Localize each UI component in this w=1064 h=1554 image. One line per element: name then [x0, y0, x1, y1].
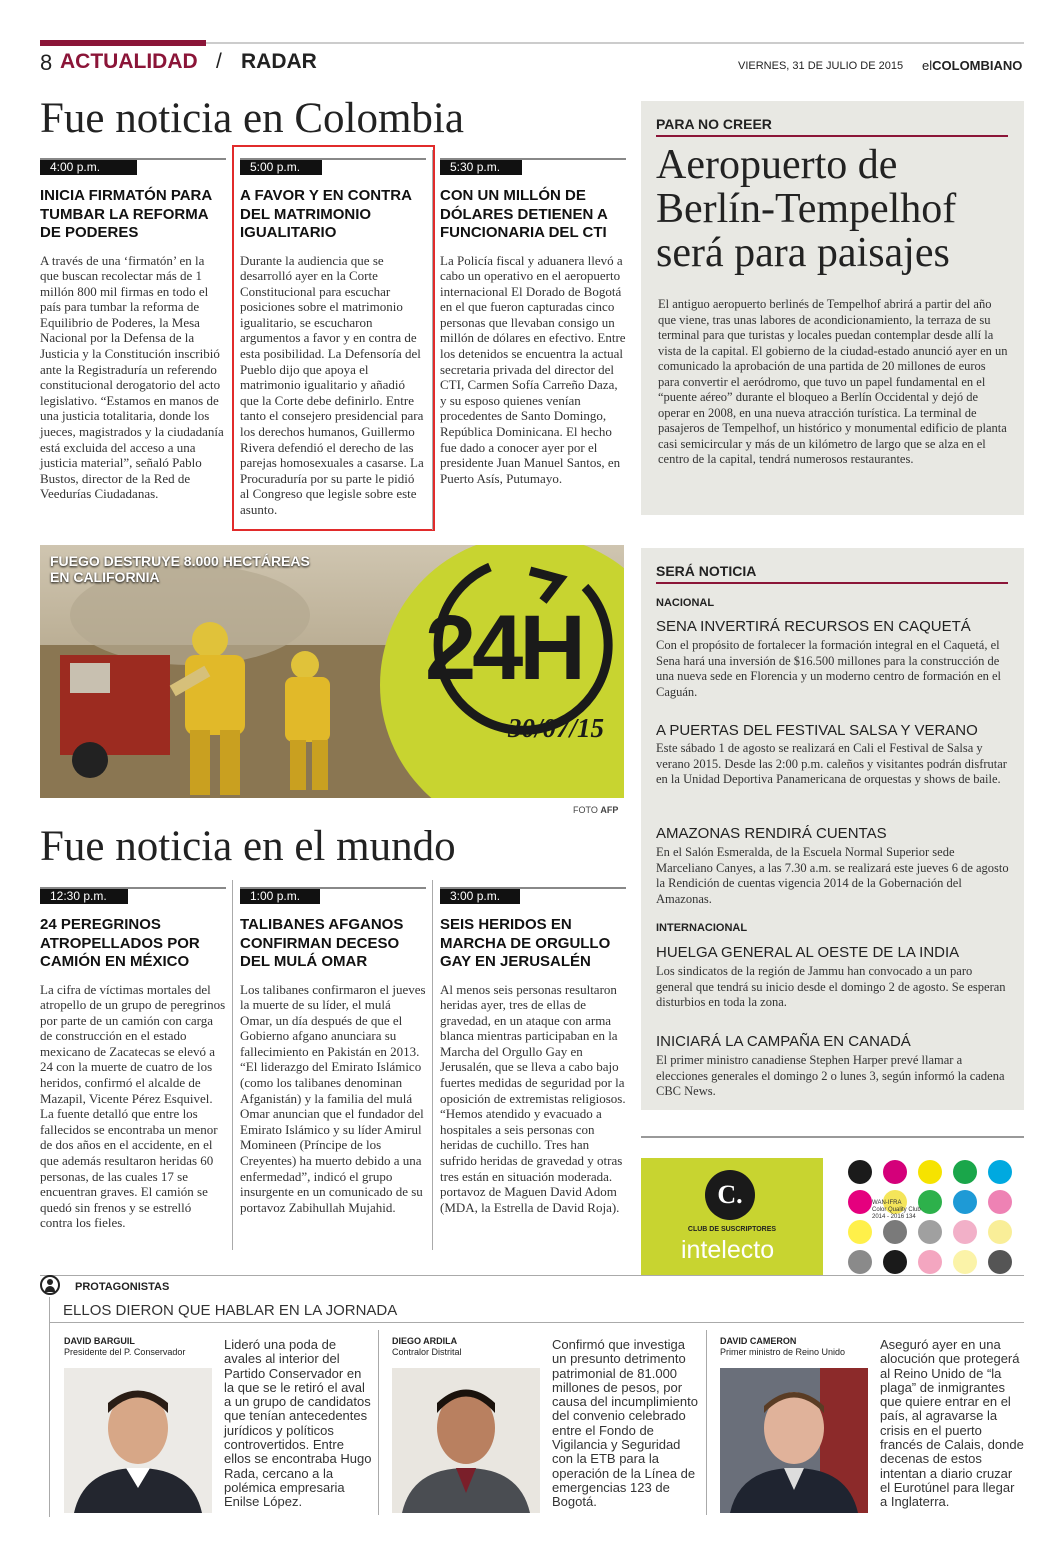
color-swatch: [848, 1160, 872, 1184]
color-swatch: [918, 1250, 942, 1274]
color-swatch: [988, 1160, 1012, 1184]
protagonist-1: [64, 1336, 214, 1358]
protagonist-3: [720, 1336, 875, 1358]
badge-24h-text: 24H: [425, 597, 582, 699]
colombia-article-3: [440, 158, 626, 486]
time-label: 5:00 p.m.: [240, 160, 322, 175]
person-role: Contralor Distrital: [392, 1347, 462, 1357]
article-headline: SEIS HERIDOS EN MARCHA DE ORGULLO GAY EN JERUSALÉN: [440, 916, 611, 970]
news-item-body: Los sindicatos de la región de Jammu han convocado a un paro general que tendrá su inicio desde el domingo 2 de agosto. Se esperan disturbios en toda la zona.: [656, 964, 1006, 1009]
sera-noticia-box: [641, 548, 1024, 1110]
color-swatches: [836, 1152, 1024, 1282]
color-swatch: [848, 1250, 872, 1274]
intelecto-ad[interactable]: [641, 1158, 823, 1276]
column-divider: [432, 150, 433, 530]
badge-date: 30/07/15: [508, 713, 605, 743]
news-item-title: HUELGA GENERAL AL OESTE DE LA INDIA: [656, 944, 960, 961]
time-label: 5:30 p.m.: [440, 160, 522, 175]
color-swatch: [953, 1250, 977, 1274]
article-headline: A FAVOR Y EN CONTRA DEL MATRIMONIO IGUALITARIO: [240, 187, 412, 241]
column-divider: [432, 880, 433, 1250]
person-name: DAVID CAMERON: [720, 1336, 797, 1346]
newspaper-brand: elCOLOMBIANO: [922, 58, 1023, 73]
portrait-cameron: [720, 1368, 868, 1513]
person-portrait-image: [392, 1368, 540, 1513]
subsection-name: RADAR: [241, 50, 317, 73]
news-item-title: SENA INVERTIRÁ RECURSOS EN CAQUETÁ: [656, 618, 971, 635]
para-no-creer-box: [641, 101, 1024, 515]
color-swatch: [848, 1220, 872, 1244]
article-body: La cifra de víctimas mortales del atropello de un grupo de peregrinos por parte de un camión con carga de construcción en el estado mexicano de Zacatecas se elevó a 24 con la muerte de cuatro de los heridos, confirmó el alcalde de Mazapil, Vicente Pérez Esquivel. La fuente detalló que entre los fallecidos se encontraba un menor de dos años en el accidente, en el que además resultaron heridas 60 personas, de las cuales 17 se encuentran graves. El camión se quedó sin frenos y se estrelló contra los fieles.: [40, 981, 226, 1231]
ad-rule: [641, 1136, 1024, 1138]
article-body: La Policía fiscal y aduanera llevó a cabo un operativo en el aeropuerto internacional El Dorado de Bogotá en el que fueron capturadas cinco personas que llevaban consigo un millón de dólares en efectivo. Entre los detenidos se encuentra la actual secretaria privada del director del CTI, Carmen Sofía Carreño Daza, y su esposo quienes venían procedentes de Santo Domingo, República Dominicana. El hecho fue dado a conocer ayer por el presidente Juan Manuel Santos, en Puerto Asís, Putumayo.: [440, 252, 626, 486]
color-swatch: [918, 1190, 942, 1214]
protagonist-2: [392, 1336, 542, 1358]
protagonistas-rule: [40, 1275, 1024, 1276]
portrait-barguil: [64, 1368, 212, 1513]
mundo-article-1: [40, 887, 226, 1231]
news-item-body: El primer ministro canadiense Stephen Harper prevé llamar a elecciones generales el domingo 2 o lunes 3, según informó la cadena CBC News.: [656, 1053, 1005, 1098]
article-headline: TALIBANES AFGANOS CONFIRMAN DECESO DEL MULÁ OMAR: [240, 916, 404, 970]
color-swatch: [953, 1190, 977, 1214]
header-accent: [40, 40, 206, 46]
color-swatch: [883, 1160, 907, 1184]
article-headline: CON UN MILLÓN DE DÓLARES DETIENEN A FUNCIONARIA DEL CTI: [440, 187, 608, 241]
news-item-body: Este sábado 1 de agosto se realizará en Cali el Festival de Salsa y verano 2015. Desde las 2:00 p.m. caleños y visitantes podrán disfrutar en la Unidad Deportiva Panamericana de orquestas y shows de baile.: [656, 741, 1007, 786]
highlight-box: [232, 145, 435, 531]
color-swatch: [953, 1160, 977, 1184]
internacional-label: INTERNACIONAL: [656, 922, 748, 934]
person-text: Lideró una poda de avales al interior del Partido Conservador en la que se le retiró el aval a un grupo de candidatos que tenían antecedentes jurídicos y políticos controvertidos. Entre ellos se encontraba Hugo Rada, cercano a la polémica empresaria Enilse López.: [224, 1337, 372, 1510]
label-rule: [656, 582, 1008, 584]
section-separator: /: [216, 50, 222, 73]
news-item-title: A PUERTAS DEL FESTIVAL SALSA Y VERANO: [656, 722, 978, 739]
color-swatch: [848, 1190, 872, 1214]
time-label: 3:00 p.m.: [440, 889, 520, 904]
color-swatch: [883, 1220, 907, 1244]
person-portrait-image: [720, 1368, 868, 1513]
protagonistas-vertical-rule: [49, 1297, 50, 1517]
page-number: 8: [40, 50, 53, 75]
portrait-ardila: [392, 1368, 540, 1513]
protagonistas-label: PROTAGONISTAS: [75, 1281, 170, 1293]
box-label: PARA NO CREER: [656, 116, 772, 132]
color-swatch: [918, 1220, 942, 1244]
color-swatch: [883, 1250, 907, 1274]
time-label: 1:00 p.m.: [240, 889, 320, 904]
mundo-article-2: [240, 887, 426, 1215]
person-role: Presidente del P. Conservador: [64, 1347, 186, 1357]
article-body: Al menos seis personas resultaron heridas ayer, tres de ellas de gravedad, en un ataque con arma blanca mientras participaban en la Marcha del Orgullo Gay en Jerusalén, que se lleva a cabo bajo fuertes medidas de seguridad por la oposición de extremistas religiosos. “Hemos atendido y evacuado a hospitales a seis personas con heridas de cuchillo. Tres han sufrido heridas de gravedad y otras tres están en situación moderada. portavoz de Maguen David Adom (MDA, la Estrella de David Roja).: [440, 981, 626, 1215]
fire-photo: [40, 545, 624, 798]
article-headline: INICIA FIRMATÓN PARA TUMBAR LA REFORMA DE PODERES: [40, 187, 212, 241]
person-text: Aseguró ayer en una alocución que protegerá al Reino Unido de “la plaga” de inmigrantes que quiere entrar en el país, al agravarse la crisis en el puerto francés de Calais, donde decenas de estos intentan a diario cruzar el Eurotúnel para llegar a Inglaterra.: [880, 1337, 1024, 1510]
colombia-section-title: Fue noticia en Colombia: [40, 95, 464, 142]
color-swatch: [988, 1250, 1012, 1274]
person-role: Primer ministro de Reino Unido: [720, 1347, 846, 1357]
color-swatch: [988, 1190, 1012, 1214]
club-label: CLUB DE SUSCRIPTORES: [687, 1226, 777, 1233]
mundo-article-3: [440, 887, 626, 1215]
news-item-title: AMAZONAS RENDIRÁ CUENTAS: [656, 825, 887, 842]
colombia-article-1: [40, 158, 226, 502]
club-logo: C.: [705, 1170, 755, 1220]
article-headline: 24 PEREGRINOS ATROPELLADOS POR CAMIÓN EN MÉXICO: [40, 916, 200, 970]
section-name: ACTUALIDAD: [60, 50, 198, 73]
color-swatch: [918, 1160, 942, 1184]
photo-caption: FUEGO DESTRUYE 8.000 HECTÁREAS EN CALIFORNIA: [50, 553, 310, 585]
label-rule: [656, 135, 1008, 137]
news-item-body: En el Salón Esmeralda, de la Escuela Normal Superior sede Marceliano Canyes, a las 7.30 a.m. se realizará este jueves 6 de agosto la Rendición de cuentas vigencia 2014 de la Gobernación del Amazonas.: [656, 845, 1009, 906]
person-icon: [40, 1275, 60, 1295]
time-label: 12:30 p.m.: [40, 889, 128, 904]
person-divider: [706, 1330, 707, 1515]
person-name: DIEGO ARDILA: [392, 1336, 458, 1346]
news-item-title: INICIARÁ LA CAMPAÑA EN CANADÁ: [656, 1033, 911, 1050]
person-portrait-image: [64, 1368, 212, 1513]
issue-date: VIERNES, 31 DE JULIO DE 2015: [738, 60, 904, 72]
column-divider: [232, 880, 233, 1250]
protagonistas-subtitle: ELLOS DIERON QUE HABLAR EN LA JORNADA: [63, 1302, 398, 1319]
time-label: 4:00 p.m.: [40, 160, 137, 175]
article-body: Los talibanes confirmaron el jueves la muerte de su líder, el mulá Omar, un día después de que el Gobierno afgano anunciara su fallecimiento en Pakistán en 2013. “El liderazgo del Emirato Islámico (como los talibanes denominan Afganistán) y la familia del mulá Omar anuncian que el fundador del Emirato Islámico y su líder Amirul Momineen (Príncipe de los Creyentes) ha muerto debido a una enfermedad”, indicó el grupo insurgente en un comunicado de su portavoz Zabihullah Mujahid.: [240, 981, 426, 1215]
news-item-body: Con el propósito de fortalecer la formación integral en el Caquetá, el Sena hará una inversión de $16.500 millones para la construcción de una nueva sede en Florencia y un moderno centro de formación en el Caguán.: [656, 638, 1002, 699]
nacional-label: NACIONAL: [656, 597, 715, 609]
subtitle-rule: [49, 1322, 1024, 1323]
color-swatch: [988, 1220, 1012, 1244]
person-text: Confirmó que investiga un presunto detrimento patrimonial de 81.000 millones de pesos, por causa del incumplimiento del convenio celebrado entre el Fondo de Vigilancia y Seguridad con la ETB para la operación de la Línea de emergencias 123 de Bogotá.: [552, 1337, 698, 1510]
person-divider: [378, 1330, 379, 1515]
box-headline: Aeropuerto de Berlín-Tempelhof será para paisajes: [656, 142, 957, 276]
mundo-section-title: Fue noticia en el mundo: [40, 823, 456, 870]
box-label: SERÁ NOTICIA: [656, 563, 757, 579]
person-name: DAVID BARGUIL: [64, 1336, 135, 1346]
intelecto-brand: intelecto: [681, 1236, 775, 1264]
photo-credit: FOTO AFP: [573, 805, 619, 815]
wan-ifra-note: WAN-IFRA Color Quality Club 2014 - 2016 134: [872, 1200, 921, 1220]
box-body: El antiguo aeropuerto berlinés de Tempelhof abrirá a partir del año que viene, tras unas labores de acondicionamiento, la terraza de su terminal para que turistas y locales puedan contemplar desde allí la vista de la capital. El gobierno de la ciudad-estado anunció ayer en un comunicado la aprobación de una partida de 20 millones de euros para convertir el aeródromo, que tuvo un papel fundamental en el “puente aéreo” durante el bloqueo a Berlín Occidental y dejó de operar en 2008, en una nueva atracción turística. La terminal de pasajeros de Tempelhof, un histórico y monumental edificio de planta casi semicircular y más de un kilómetro de largo que se alza en el centro de la capital, tendrá numerosos restaurantes.: [658, 297, 1008, 466]
color-swatch: [953, 1220, 977, 1244]
article-body: Durante la audiencia que se desarrolló ayer en la Corte Constitucional para escuchar posiciones sobre el matrimonio igualitario, se escucharon argumentos a favor y en contra de esta posibilidad. La Defensoría del Pueblo dijo que apoya el matrimonio igualitario y añadió que la Corte debe definirlo. Entre tanto el consejero presidencial para los derechos humanos, Guillermo Rivera defendió el derecho de las parejas homosexuales a casarse. La Procuraduría por su parte le pidió al Congreso que legisle sobre este asunto.: [240, 252, 424, 517]
color-quality-grid: [836, 1152, 1024, 1282]
article-body: A través de una ‘firmatón’ en la que buscan recolectar más de 1 millón 800 mil firmas en todo el país para tumbar la reforma de Equilibrio de Poderes, la Mesa Nacional por la Defensa de la Justicia y la Constitución inscribió ante la Registraduría un referendo constitucional derogatorio del acto legislativo. “Estamos en manos de una justicia totalitaria, donde los jueces, magistrados y la ciudadanía está excluida del acceso a una justicia material”, señaló Pablo Bustos, director de la Red de Veedurías Ciudadanas.: [40, 252, 224, 502]
